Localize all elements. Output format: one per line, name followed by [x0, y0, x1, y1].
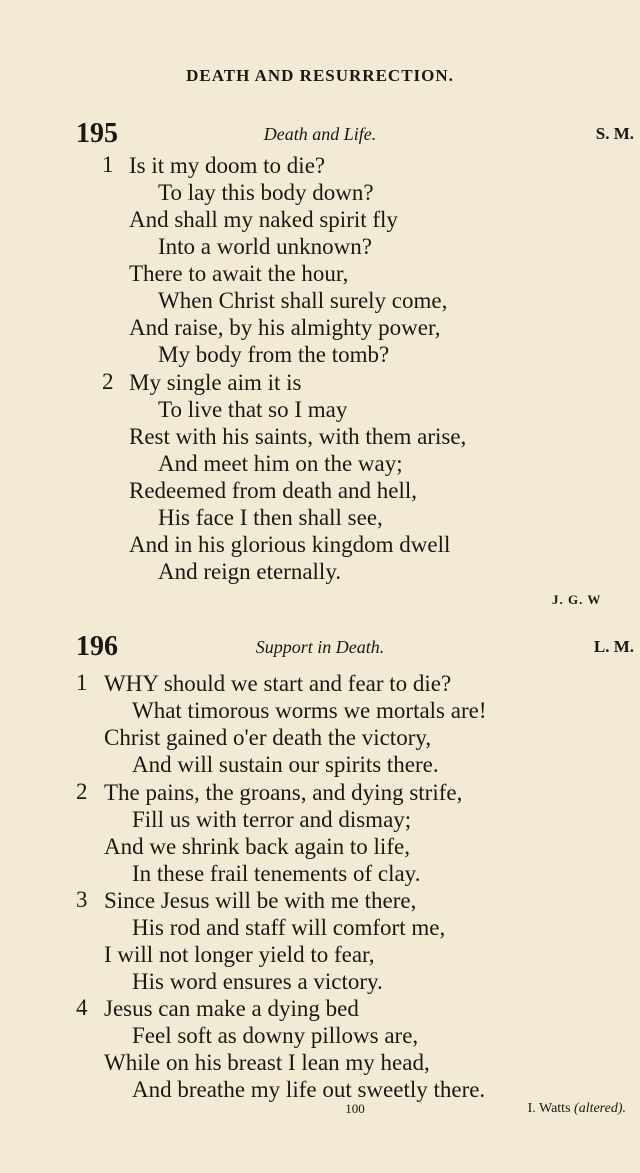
- hymn-line: And we shrink back again to life,: [104, 834, 410, 859]
- verse-number: 4: [76, 995, 88, 1020]
- hymn-line: And will sustain our spirits there.: [132, 752, 439, 777]
- hymn-195-header: [0, 118, 640, 148]
- hymn-meter: S. M.: [595, 124, 634, 143]
- hymn-line: And reign eternally.: [158, 559, 342, 584]
- hymn-line: There to await the hour,: [129, 261, 349, 286]
- hymn-line: His word ensures a victory.: [132, 969, 383, 994]
- hymn-line: In these frail tenements of clay.: [132, 861, 421, 886]
- hymn-line: Rest with his saints, with them arise,: [129, 424, 467, 449]
- hymn-line: I will not longer yield to fear,: [104, 942, 375, 967]
- hymn-line: The pains, the groans, and dying strife,: [104, 780, 463, 805]
- verse-number: 3: [76, 887, 88, 912]
- hymn-line: When Christ shall surely come,: [158, 288, 448, 313]
- credit-name: I. Watts: [527, 1101, 571, 1116]
- credit-note: (altered).: [574, 1101, 626, 1116]
- hymn-line: His face I then shall see,: [158, 505, 383, 530]
- verse-number: 2: [76, 779, 88, 804]
- footer-credit: [528, 1101, 626, 1117]
- hymn-line: And breathe my life out sweetly there.: [132, 1077, 486, 1102]
- hymn-line: Fill us with terror and dismay;: [132, 807, 412, 832]
- hymn-number: 195: [76, 118, 118, 149]
- hymn-line: What timorous worms we mortals are!: [132, 698, 487, 723]
- hymn-line: And in his glorious kingdom dwell: [129, 532, 451, 557]
- hymn-line: To lay this body down?: [158, 180, 374, 205]
- author-credit: J. G. W: [552, 592, 602, 607]
- hymn-line: His rod and staff will comfort me,: [132, 915, 446, 940]
- hymn-line: And raise, by his almighty power,: [129, 315, 441, 340]
- hymn-line: My body from the tomb?: [158, 342, 390, 367]
- hymn-line: Redeemed from death and hell,: [129, 478, 418, 503]
- hymn-number: 196: [76, 631, 118, 662]
- hymn-meter: L. M.: [593, 637, 634, 656]
- hymn-line: My single aim it is: [129, 370, 302, 395]
- hymn-line: To live that so I may: [158, 397, 348, 422]
- hymn-line: While on his breast I lean my head,: [104, 1050, 430, 1075]
- hymn-line: Jesus can make a dying bed: [104, 996, 359, 1021]
- hymn-title: Death and Life.: [263, 124, 377, 144]
- hymn-line: Is it my doom to die?: [129, 153, 326, 178]
- page-number: 100: [345, 1101, 365, 1116]
- hymn-line: And shall my naked spirit fly: [129, 207, 398, 232]
- hymn-line: Since Jesus will be with me there,: [104, 888, 417, 913]
- running-head: DEATH AND RESURRECTION.: [186, 66, 454, 85]
- verse-number: 2: [102, 369, 114, 394]
- hymn-line: Christ gained o'er death the victory,: [104, 725, 432, 750]
- hymn-line: And meet him on the way;: [158, 451, 403, 476]
- hymn-title: Support in Death.: [255, 637, 385, 657]
- hymn-line: WHY should we start and fear to die?: [104, 671, 452, 696]
- hymn-line: Feel soft as downy pillows are,: [132, 1023, 419, 1048]
- hymn-line: Into a world unknown?: [158, 234, 372, 259]
- verse-number: 1: [76, 670, 88, 695]
- hymn-196-header: [0, 631, 640, 661]
- verse-number: 1: [102, 152, 114, 177]
